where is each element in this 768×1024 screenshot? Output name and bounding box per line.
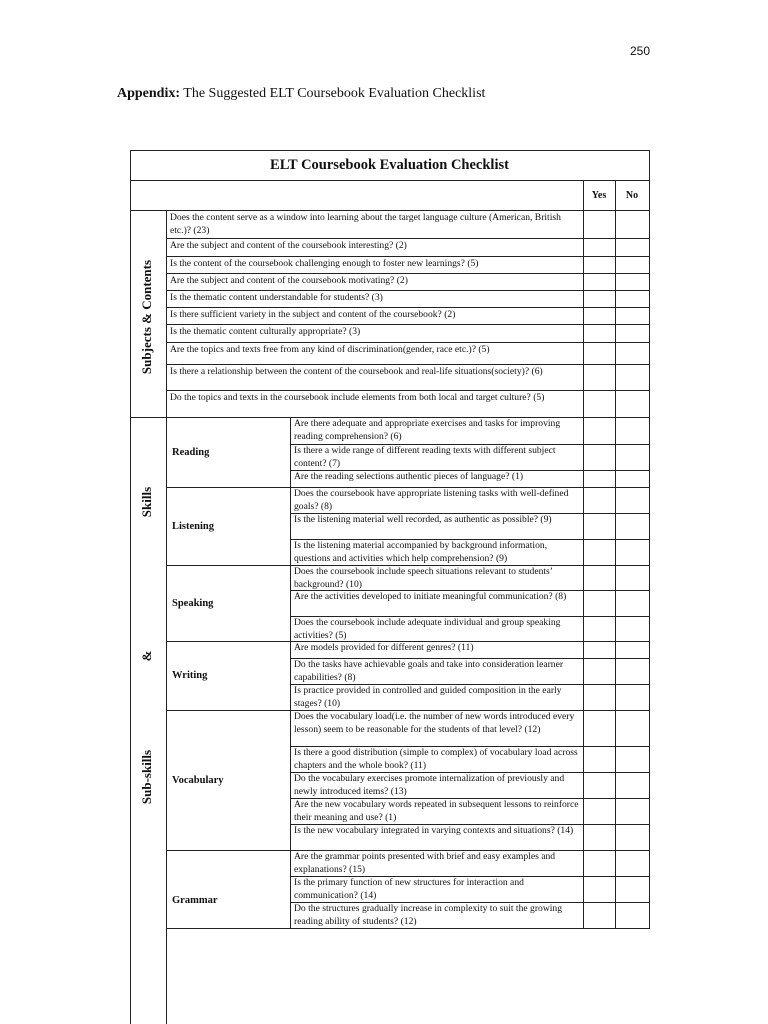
row-rule xyxy=(166,928,649,929)
skill-item: Are the new vocabulary words repeated in subsequent lessons to reinforce their meaning and use? (1) xyxy=(294,799,579,823)
yes-checkbox[interactable] xyxy=(584,445,615,470)
skill-item: Do the vocabulary exercises promote internalization of previously and newly introduced items? (13) xyxy=(294,773,565,797)
row-rule xyxy=(166,342,649,343)
yes-checkbox[interactable] xyxy=(584,851,615,876)
subjects-item: Is there sufficient variety in the subject and content of the coursebook? (2) xyxy=(170,309,456,320)
subjects-item: Is the content of the coursebook challenging enough to foster new learnings? (5) xyxy=(170,258,479,269)
skill-item: Are the activities developed to initiate meaningful communication? (8) xyxy=(294,591,567,602)
row-rule xyxy=(166,324,649,325)
skill-item: Is there a good distribution (simple to complex) of vocabulary load across chapters and the whole book? (11) xyxy=(294,747,578,771)
row-rule xyxy=(166,364,649,365)
no-checkbox[interactable] xyxy=(616,685,649,710)
no-checkbox[interactable] xyxy=(616,851,649,876)
skill-item: Does the coursebook have appropriate listening tasks with well-defined goals? (8) xyxy=(294,488,569,512)
skill-item: Is practice provided in controlled and guided composition in the early stages? (10) xyxy=(294,685,562,709)
no-checkbox[interactable] xyxy=(616,711,649,746)
section-skills-label: Skills xyxy=(139,486,154,518)
subjects-item: Does the content serve as a window into learning about the target language culture (American, British etc.)? (23) xyxy=(170,212,561,236)
table-left-border xyxy=(130,150,131,1024)
subjects-item: Are the subject and content of the coursebook interesting? (2) xyxy=(170,240,407,251)
no-checkbox[interactable] xyxy=(616,642,649,658)
no-checkbox[interactable] xyxy=(616,903,649,928)
yes-checkbox[interactable] xyxy=(584,591,615,616)
skill-category-writing: Writing xyxy=(172,670,208,681)
yes-checkbox[interactable] xyxy=(584,365,615,390)
skill-category-reading: Reading xyxy=(172,446,210,458)
page-number: 250 xyxy=(630,44,651,58)
row-rule xyxy=(166,290,649,291)
skill-category-vocabulary: Vocabulary xyxy=(172,774,224,786)
no-checkbox[interactable] xyxy=(616,514,649,539)
no-checkbox[interactable] xyxy=(616,274,649,290)
subjects-item: Are the subject and content of the coursebook motivating? (2) xyxy=(170,275,408,286)
yes-checkbox[interactable] xyxy=(584,257,615,273)
no-checkbox[interactable] xyxy=(616,239,649,256)
no-checkbox[interactable] xyxy=(616,343,649,364)
no-checkbox[interactable] xyxy=(616,211,649,238)
yes-checkbox[interactable] xyxy=(584,343,615,364)
yes-checkbox[interactable] xyxy=(584,488,615,513)
yes-checkbox[interactable] xyxy=(584,514,615,539)
subjects-item: Do the topics and texts in the coursebook include elements from both local and target culture? (5) xyxy=(170,392,545,403)
subjects-item: Is the thematic content understandable for students? (3) xyxy=(170,292,383,303)
yes-checkbox[interactable] xyxy=(584,239,615,256)
table-right-border xyxy=(649,150,650,929)
row-rule xyxy=(166,390,649,391)
no-checkbox[interactable] xyxy=(616,325,649,342)
no-checkbox[interactable] xyxy=(616,799,649,824)
no-checkbox[interactable] xyxy=(616,540,649,565)
yes-checkbox[interactable] xyxy=(584,391,615,417)
yes-checkbox[interactable] xyxy=(584,274,615,290)
skill-item: Are models provided for different genres? (11) xyxy=(294,642,474,653)
section-subskills-label: Sub-skills xyxy=(139,749,154,805)
yes-checkbox[interactable] xyxy=(584,659,615,684)
no-checkbox[interactable] xyxy=(616,391,649,417)
no-checkbox[interactable] xyxy=(616,308,649,324)
skill-item: Does the coursebook include speech situations relevant to students’ background? (10) xyxy=(294,566,553,590)
yes-checkbox[interactable] xyxy=(584,471,615,487)
no-column-header: No xyxy=(625,189,639,201)
yes-checkbox[interactable] xyxy=(584,566,615,590)
no-checkbox[interactable] xyxy=(616,488,649,513)
yes-checkbox[interactable] xyxy=(584,685,615,710)
yes-checkbox[interactable] xyxy=(584,825,615,850)
yes-checkbox[interactable] xyxy=(584,540,615,565)
row-rule xyxy=(166,256,649,257)
no-checkbox[interactable] xyxy=(616,471,649,487)
no-checkbox[interactable] xyxy=(616,877,649,902)
no-checkbox[interactable] xyxy=(616,617,649,641)
yes-checkbox[interactable] xyxy=(584,418,615,444)
skill-item: Do the structures gradually increase in complexity to suit the growing reading ability of students? (12) xyxy=(294,903,563,927)
appendix-heading xyxy=(117,86,485,102)
skill-item: Does the vocabulary load(i.e. the number of new words introduced every lesson) seem to be reasonable for the students of that level? (12) xyxy=(294,711,575,735)
section-column-rule xyxy=(166,210,167,1024)
yes-checkbox[interactable] xyxy=(584,773,615,798)
skill-item: Is the new vocabulary integrated in varying contexts and situations? (14) xyxy=(294,825,574,836)
yes-checkbox[interactable] xyxy=(584,747,615,772)
no-checkbox[interactable] xyxy=(616,291,649,307)
skill-category-grammar: Grammar xyxy=(172,895,218,906)
subjects-item: Is the thematic content culturally appropriate? (3) xyxy=(170,326,361,337)
skill-item: Do the tasks have achievable goals and take into consideration learner capabilities? (8) xyxy=(294,659,564,683)
skill-item: Are the grammar points presented with brief and easy examples and explanations? (15) xyxy=(294,851,556,875)
no-checkbox[interactable] xyxy=(616,773,649,798)
subjects-item: Is there a relationship between the content of the coursebook and real-life situations(society)? (6) xyxy=(170,366,543,377)
section-subjects-contents: Subjects & Contents xyxy=(139,259,154,375)
yes-checkbox[interactable] xyxy=(584,291,615,307)
no-checkbox[interactable] xyxy=(616,257,649,273)
yes-checkbox[interactable] xyxy=(584,711,615,746)
yes-checkbox[interactable] xyxy=(584,877,615,902)
no-checkbox[interactable] xyxy=(616,747,649,772)
skill-category-speaking: Speaking xyxy=(172,597,214,609)
skill-item: Are the reading selections authentic pieces of language? (1) xyxy=(294,471,524,482)
category-column-rule xyxy=(290,417,291,929)
no-checkbox[interactable] xyxy=(616,418,649,444)
yes-checkbox[interactable] xyxy=(584,642,615,658)
skill-item: Is the listening material accompanied by background information, questions and activities which help comprehension? (9) xyxy=(294,540,548,564)
row-rule xyxy=(166,307,649,308)
yes-checkbox[interactable] xyxy=(584,325,615,342)
no-checkbox[interactable] xyxy=(616,566,649,590)
skill-item: Does the coursebook include adequate individual and group speaking activities? (5) xyxy=(294,617,561,641)
skill-item: Are there adequate and appropriate exercises and tasks for improving reading comprehension? (6) xyxy=(294,418,561,442)
checklist-title: ELT Coursebook Evaluation Checklist xyxy=(270,156,509,173)
yes-checkbox[interactable] xyxy=(584,617,615,641)
subjects-item: Are the topics and texts free from any kind of discrimination(gender, race etc.)? (5) xyxy=(170,344,490,355)
appendix-title: The Suggested ELT Coursebook Evaluation Checklist xyxy=(180,86,486,101)
yes-checkbox[interactable] xyxy=(584,211,615,238)
appendix-label: Appendix: xyxy=(117,86,181,101)
skill-category-listening: Listening xyxy=(172,520,215,532)
skill-item: Is the primary function of new structures for interaction and communication? (14) xyxy=(294,877,524,901)
yes-checkbox[interactable] xyxy=(584,799,615,824)
no-checkbox[interactable] xyxy=(616,445,649,470)
yes-column-header: Yes xyxy=(591,189,607,201)
yes-checkbox[interactable] xyxy=(584,903,615,928)
row-rule xyxy=(166,273,649,274)
section-ampersand-label: & xyxy=(139,650,154,662)
no-checkbox[interactable] xyxy=(616,659,649,684)
title-divider xyxy=(130,180,649,181)
row-rule xyxy=(166,238,649,239)
yes-checkbox[interactable] xyxy=(584,308,615,324)
no-checkbox[interactable] xyxy=(616,591,649,616)
no-checkbox[interactable] xyxy=(616,365,649,390)
skill-item: Is the listening material well recorded, as authentic as possible? (9) xyxy=(294,514,552,525)
header-divider xyxy=(130,210,649,211)
skill-item: Is there a wide range of different reading texts with different subject content? (7) xyxy=(294,445,556,469)
no-checkbox[interactable] xyxy=(616,825,649,850)
